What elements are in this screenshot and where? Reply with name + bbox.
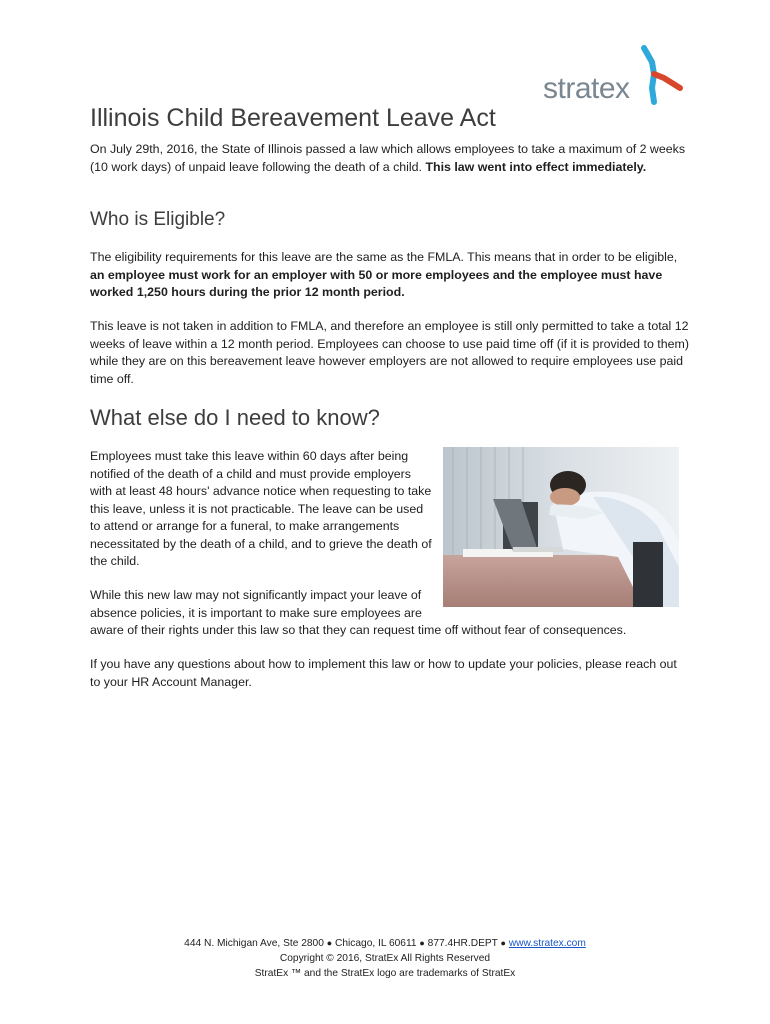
footer-address: 444 N. Michigan Ave, Ste 2800 — [184, 938, 324, 949]
footer-copyright: Copyright © 2016, StratEx All Rights Reserved — [279, 953, 491, 964]
logo-mark-icon — [632, 44, 684, 108]
intro-text: On July 29th, 2016, the State of Illinois passed a law which allows employees to take a maximum of 2 weeks (10 work days) of unpaid leave following the death of a child. — [90, 142, 686, 174]
footer-trademark: StratEx ™ and the StratEx logo are trademarks of StratEx — [254, 968, 516, 979]
grieving-man-photo — [443, 447, 679, 607]
know-p2-line-2: absence policies, it is important to make sure employees are — [90, 605, 422, 620]
footer-city: Chicago, IL 60611 — [334, 938, 417, 949]
footer-website-link[interactable]: www.stratex.com — [508, 938, 586, 949]
know-paragraph-1: Employees must take this leave within 60 days after being notified of the death of a child and must provide employers with at least 48 hours' advance notice when requesting to take this leave, unless it is not practicable. The leave can be used to attend or arrange for a funeral, to make arrangements necessitated by the death of a child, and to grieve the death of the child. — [90, 449, 432, 568]
bullet-separator-icon: ● — [500, 938, 506, 948]
eligible-text: The eligibility requirements for this leave are the same as the FMLA. This means that in order to be eligible, — [90, 250, 678, 264]
eligible-paragraph-2: This leave is not taken in addition to FMLA, and therefore an employee is still only permitted to take a total 12 weeks of leave within a 12 month period. Employees can choose to use paid time off (if it is provided to them) while they are on this bereavement leave however employers are not allowed to require employees use paid time off. — [90, 319, 689, 386]
intro-bold: This law went into effect immediately. — [425, 159, 647, 174]
footer-phone: 877.4HR.DEPT — [427, 938, 498, 949]
know-heading: What else do I need to know? — [90, 405, 380, 430]
page-footer — [0, 936, 770, 981]
bullet-separator-icon: ● — [419, 938, 425, 948]
know-paragraph-3: If you have any questions about how to implement this law or how to update your policies, please reach out to your HR Account Manager. — [90, 657, 677, 689]
bullet-separator-icon: ● — [326, 938, 333, 948]
page-title: Illinois Child Bereavement Leave Act — [90, 104, 496, 132]
know-p2-line-3: aware of their rights under this law so that they can request time off without fear of consequences. — [90, 623, 627, 637]
know-p2-line-1: While this new law may not significantly impact your leave of — [90, 588, 422, 602]
photo-illustration — [443, 447, 679, 607]
know-paragraph-2 — [90, 587, 690, 640]
footer-contact-line — [0, 936, 770, 951]
logo-wordmark: stratex — [543, 72, 630, 105]
eligible-paragraph-1 — [90, 249, 690, 302]
intro-paragraph — [90, 141, 690, 176]
eligible-bold: an employee must work for an employer with 50 or more employees and the employee must have worked 1,250 hours during the prior 12 month period. — [90, 267, 663, 299]
eligible-heading: Who is Eligible? — [90, 209, 226, 230]
stratex-logo — [540, 44, 685, 108]
